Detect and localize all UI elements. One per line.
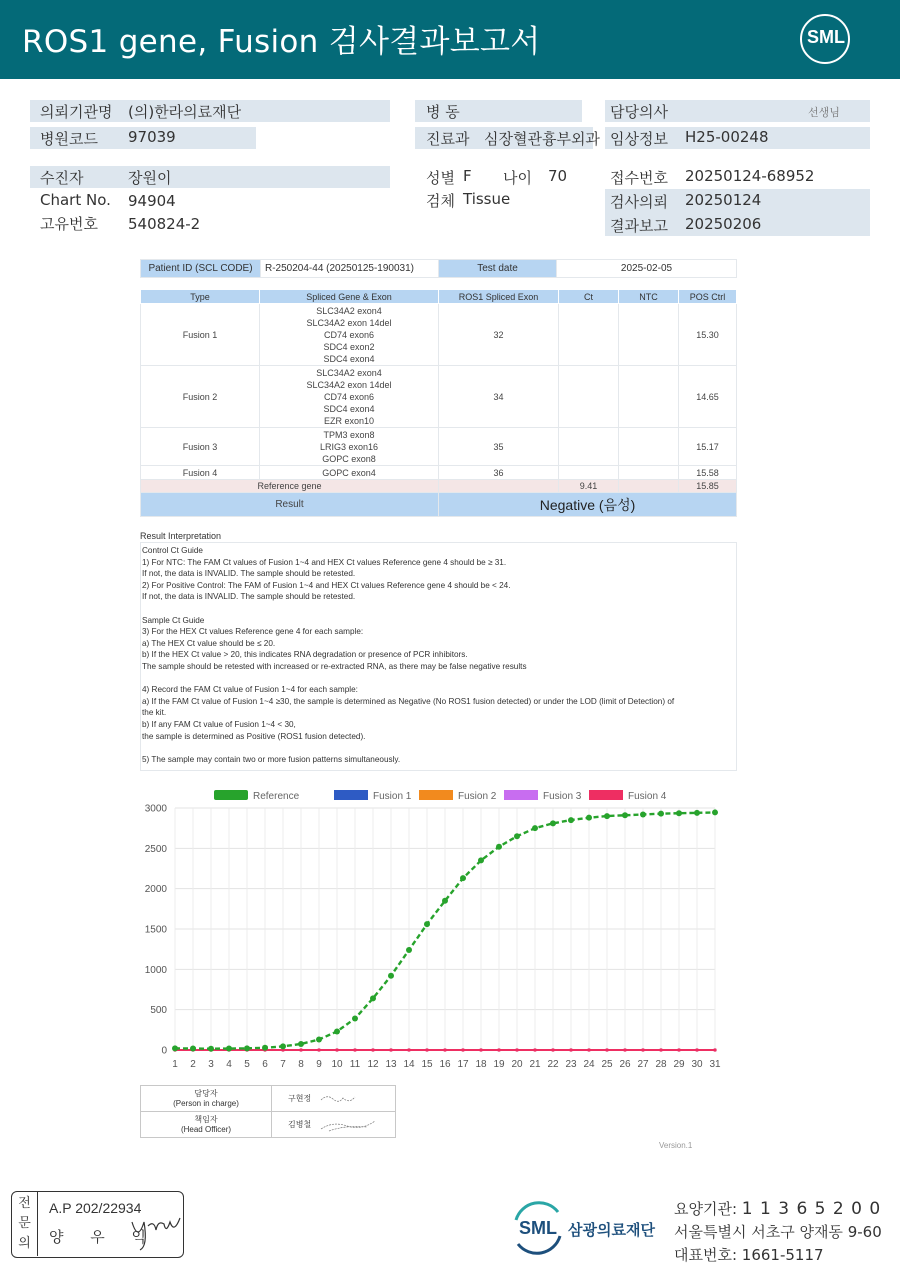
head-officer-label: 책임자 xyxy=(194,1114,218,1124)
footer-address: 서울특별시 서초구 양재동 9-60 xyxy=(674,1223,882,1241)
footer-code xyxy=(674,1198,881,1219)
ntc-value xyxy=(619,428,679,466)
data-point xyxy=(353,1048,356,1051)
signature-scribble xyxy=(319,1092,359,1106)
ct-value xyxy=(559,366,619,428)
footer-org-name: 삼광의료재단 xyxy=(568,1221,655,1239)
fusion-type: Fusion 2 xyxy=(141,366,260,428)
hospital-code-value: 97039 xyxy=(128,128,176,146)
data-point xyxy=(640,811,646,817)
data-point xyxy=(586,815,592,821)
ntc-value xyxy=(619,466,679,480)
sml-logo xyxy=(800,14,850,64)
person-in-charge-en: (Person in charge) xyxy=(173,1098,239,1108)
interp-line: a) The HEX Ct value should be ≤ 20. xyxy=(142,638,276,648)
ntc-value xyxy=(619,366,679,428)
interpretation-box xyxy=(140,542,737,771)
interp-line: 1) For NTC: The FAM Ct values of Fusion 1~4 and HEX Ct values Reference gene 4 should be ≥ 31. xyxy=(142,557,507,567)
interp-line: a) If the FAM Ct value of Fusion 1~4 ≥30, the sample is determined as Negative (No ROS1 fusion detected) or under the LOD (limit of Detection) of xyxy=(142,696,675,706)
data-point xyxy=(568,817,574,823)
request-value: 20250124 xyxy=(685,191,762,209)
report-value: 20250206 xyxy=(685,215,762,233)
spliced-genes xyxy=(260,304,439,366)
receipt-value: 20250124-68952 xyxy=(685,167,815,185)
result-label: Result xyxy=(141,493,439,517)
department-value: 심장혈관흉부외과 xyxy=(484,130,600,148)
fusion-type: Fusion 4 xyxy=(141,466,260,480)
data-point xyxy=(407,1048,410,1051)
ct-value xyxy=(559,428,619,466)
data-point xyxy=(479,1048,482,1051)
data-point xyxy=(298,1041,304,1047)
x-tick-label: 10 xyxy=(331,1059,343,1070)
footer-logo-text: SML xyxy=(519,1218,557,1238)
result-table xyxy=(140,289,737,517)
gene-line: CD74 exon6 xyxy=(323,329,375,340)
interp-line: 4) Record the FAM Ct value of Fusion 1~4 for each sample: xyxy=(142,685,358,695)
x-tick-label: 18 xyxy=(475,1059,487,1070)
x-tick-label: 1 xyxy=(172,1059,178,1070)
data-point xyxy=(442,898,448,904)
person-in-charge-name: 구현정 xyxy=(288,1093,312,1103)
x-tick-label: 7 xyxy=(280,1059,286,1070)
data-point xyxy=(605,1048,608,1051)
reference-label: Reference gene xyxy=(141,480,439,493)
reference-ros1 xyxy=(439,480,559,493)
legend-swatch xyxy=(504,790,538,800)
interp-line: If not, the data is INVALID. The sample should be retested. xyxy=(142,592,356,602)
data-point xyxy=(299,1048,302,1051)
unique-no-label: 고유번호 xyxy=(40,215,98,233)
patient-id-value: R-250204-44 (20250125-190031) xyxy=(261,260,439,278)
data-point xyxy=(622,812,628,818)
pos-ctrl-value: 14.65 xyxy=(679,366,737,428)
data-point xyxy=(659,1048,662,1051)
interp-line: Control Ct Guide xyxy=(142,546,203,555)
stamp-title-char: 전 xyxy=(18,1196,31,1211)
interpretation-title: Result Interpretation xyxy=(140,531,222,541)
y-tick-label: 2000 xyxy=(144,884,167,896)
ros1-exon: 35 xyxy=(439,428,559,466)
gene-line: EZR exon10 xyxy=(323,415,375,426)
version-label: Version.1 xyxy=(659,1141,693,1150)
data-point xyxy=(244,1045,250,1051)
head-officer-sign xyxy=(272,1112,396,1138)
report-header xyxy=(0,0,900,79)
table-row xyxy=(141,466,737,480)
x-tick-label: 2 xyxy=(190,1059,196,1070)
interp-line: 3) For the HEX Ct values Reference gene 4 for each sample: xyxy=(142,627,364,637)
x-tick-label: 24 xyxy=(583,1059,595,1070)
x-tick-label: 3 xyxy=(208,1059,214,1070)
ros1-exon: 34 xyxy=(439,366,559,428)
y-tick-label: 3000 xyxy=(144,803,167,815)
data-point xyxy=(443,1048,446,1051)
data-point xyxy=(335,1048,338,1051)
col-type: Type xyxy=(141,290,260,304)
x-tick-label: 25 xyxy=(601,1059,613,1070)
data-point xyxy=(334,1028,340,1034)
person-in-charge-label: 담당자 xyxy=(194,1088,218,1098)
chart-no-label: Chart No. xyxy=(40,191,111,209)
result-value: Negative (음성) xyxy=(439,493,737,517)
legend-swatch xyxy=(214,790,248,800)
signature-scribble xyxy=(319,1117,379,1133)
spliced-genes xyxy=(260,428,439,466)
interp-line xyxy=(142,742,735,754)
signature-row xyxy=(141,1112,396,1138)
x-tick-label: 19 xyxy=(493,1059,505,1070)
interp-line: 5) The sample may contain two or more fusion patterns simultaneously. xyxy=(142,754,401,764)
legend-label: Fusion 3 xyxy=(543,791,582,802)
data-point xyxy=(676,810,682,816)
data-point xyxy=(262,1045,268,1051)
result-table-header xyxy=(141,290,737,304)
person-in-charge-cell xyxy=(141,1086,272,1112)
ward-label: 병 동 xyxy=(426,103,460,121)
data-point xyxy=(641,1048,644,1051)
data-point xyxy=(587,1048,590,1051)
patient-label: 수진자 xyxy=(40,169,84,187)
x-tick-label: 15 xyxy=(421,1059,433,1070)
receipt-label: 접수번호 xyxy=(610,169,668,187)
data-point xyxy=(370,995,376,1001)
patient-id-table xyxy=(140,259,737,278)
sml-logo-text: SML xyxy=(807,27,845,47)
clinical-label: 임상정보 xyxy=(610,130,668,148)
gene-line: SDC4 exon2 xyxy=(323,341,375,352)
stamp-ap-number: A.P 202/22934 xyxy=(49,1200,142,1216)
data-point xyxy=(623,1048,626,1051)
x-tick-label: 28 xyxy=(655,1059,667,1070)
data-point xyxy=(425,1048,428,1051)
interp-line xyxy=(142,603,735,615)
x-tick-label: 9 xyxy=(316,1059,322,1070)
x-tick-label: 26 xyxy=(619,1059,631,1070)
col-spliced-gene: Spliced Gene & Exon xyxy=(260,290,439,304)
data-point xyxy=(371,1048,374,1051)
x-tick-label: 30 xyxy=(691,1059,703,1070)
gene-line: SLC34A2 exon 14del xyxy=(306,317,392,328)
patient-bar xyxy=(30,166,390,188)
x-tick-label: 31 xyxy=(709,1059,721,1070)
footer-code-label: 요양기관: xyxy=(674,1200,738,1218)
spliced-genes xyxy=(260,366,439,428)
fusion-type: Fusion 1 xyxy=(141,304,260,366)
test-date-label: Test date xyxy=(439,260,557,278)
footer-phone-value: 1661-5117 xyxy=(741,1246,824,1264)
x-tick-label: 16 xyxy=(439,1059,451,1070)
legend-swatch xyxy=(419,790,453,800)
person-in-charge-sign xyxy=(272,1086,396,1112)
col-ct: Ct xyxy=(559,290,619,304)
data-point xyxy=(514,833,520,839)
col-pos-ctrl: POS Ctrl xyxy=(679,290,737,304)
interp-line: The sample should be retested with increased or re-extracted RNA, as there may be false negative results xyxy=(142,661,527,671)
data-point xyxy=(208,1046,214,1052)
gene-line: SLC34A2 exon4 xyxy=(316,367,382,378)
x-tick-label: 6 xyxy=(262,1059,268,1070)
department-label: 진료과 xyxy=(426,130,470,148)
x-tick-label: 4 xyxy=(226,1059,232,1070)
interp-line: Sample Ct Guide xyxy=(142,615,205,625)
x-tick-label: 29 xyxy=(673,1059,685,1070)
head-officer-cell xyxy=(141,1112,272,1138)
ntc-value xyxy=(619,304,679,366)
ros1-exon: 32 xyxy=(439,304,559,366)
legend-swatch xyxy=(334,790,368,800)
data-point xyxy=(406,947,412,953)
x-tick-label: 20 xyxy=(511,1059,523,1070)
data-point xyxy=(461,1048,464,1051)
institution-label: 의뢰기관명 xyxy=(40,103,113,121)
ct-value xyxy=(559,304,619,366)
report-title: ROS1 gene, Fusion 검사결과보고서 xyxy=(22,24,541,60)
doctor-label: 담당의사 xyxy=(610,103,668,121)
handwritten-signature xyxy=(128,1208,184,1252)
patient-value: 장원이 xyxy=(128,169,172,187)
data-point xyxy=(172,1045,178,1051)
sex-value: F xyxy=(463,167,472,185)
gene-line: SDC4 exon4 xyxy=(323,403,375,414)
interp-line: the sample is determined as Positive (ROS1 fusion detected). xyxy=(142,731,366,741)
legend-label: Reference xyxy=(253,791,300,802)
patient-id-label: Patient ID (SCL CODE) xyxy=(141,260,261,278)
specimen-value: Tissue xyxy=(463,190,511,208)
request-label: 검사의뢰 xyxy=(610,193,668,211)
stamp-title xyxy=(12,1192,38,1256)
data-point xyxy=(226,1046,232,1052)
hospital-code-label: 병원코드 xyxy=(40,130,98,148)
legend-swatch xyxy=(589,790,623,800)
signature-table xyxy=(140,1085,396,1138)
data-point xyxy=(694,810,700,816)
head-officer-name: 김병철 xyxy=(288,1119,312,1129)
interp-line: 2) For Positive Control: The FAM of Fusion 1~4 and HEX Ct values Reference gene 4 should be < 24. xyxy=(142,580,511,590)
data-point xyxy=(496,844,502,850)
x-tick-label: 14 xyxy=(403,1059,415,1070)
y-tick-label: 1000 xyxy=(144,964,167,976)
data-point xyxy=(388,973,394,979)
data-point xyxy=(712,809,718,815)
footer-code-value: 1 1 3 6 5 2 0 0 xyxy=(741,1199,882,1219)
head-officer-en: (Head Officer) xyxy=(180,1124,232,1134)
data-point xyxy=(551,1048,554,1051)
x-tick-label: 12 xyxy=(367,1059,379,1070)
data-point xyxy=(478,857,484,863)
interp-line: b) If the HEX Ct value > 20, this indicates RNA degradation or presence of PCR inhibitors. xyxy=(142,650,468,660)
x-tick-label: 27 xyxy=(637,1059,649,1070)
pos-ctrl-value: 15.30 xyxy=(679,304,737,366)
legend-label: Fusion 2 xyxy=(458,791,497,802)
data-point xyxy=(533,1048,536,1051)
data-point xyxy=(658,811,664,817)
ros1-exon: 36 xyxy=(439,466,559,480)
x-tick-label: 13 xyxy=(385,1059,397,1070)
signature-row xyxy=(141,1086,396,1112)
stamp-name: 양 우 익 xyxy=(49,1228,158,1246)
col-ntc: NTC xyxy=(619,290,679,304)
data-point xyxy=(190,1046,196,1052)
data-point xyxy=(424,921,430,927)
fusion-type: Fusion 3 xyxy=(141,428,260,466)
interp-line: If not, the data is INVALID. The sample should be retested. xyxy=(142,569,356,579)
interp-line: b) If any FAM Ct value of Fusion 1~4 < 30, xyxy=(142,719,296,729)
y-tick-label: 1500 xyxy=(144,924,167,936)
gene-line: TPM3 exon8 xyxy=(323,429,375,440)
data-point xyxy=(497,1048,500,1051)
y-tick-label: 500 xyxy=(150,1005,167,1017)
reference-ct: 9.41 xyxy=(559,480,619,493)
gene-line: CD74 exon6 xyxy=(323,391,375,402)
y-tick-label: 0 xyxy=(161,1045,167,1057)
specimen-label: 검체 xyxy=(426,192,455,210)
institution-value: (의)한라의료재단 xyxy=(128,103,242,121)
test-date-value: 2025-02-05 xyxy=(557,260,737,278)
stamp-title-char: 의 xyxy=(18,1236,31,1251)
amplification-chart xyxy=(138,783,728,1073)
gene-line: SLC34A2 exon 14del xyxy=(306,379,392,390)
legend-label: Fusion 1 xyxy=(373,791,412,802)
stamp-title-char: 문 xyxy=(18,1216,31,1231)
interp-line: the kit. xyxy=(142,708,167,718)
spliced-genes xyxy=(260,466,439,480)
reference-row xyxy=(141,480,737,493)
table-row xyxy=(141,366,737,428)
data-point xyxy=(604,813,610,819)
data-point xyxy=(317,1048,320,1051)
gene-line: GOPC exon8 xyxy=(322,453,376,464)
data-point xyxy=(569,1048,572,1051)
gene-line: LRIG3 exon16 xyxy=(319,441,379,452)
data-point xyxy=(550,820,556,826)
pos-ctrl-value: 15.17 xyxy=(679,428,737,466)
data-point xyxy=(677,1048,680,1051)
reference-pos: 15.85 xyxy=(679,480,737,493)
data-point xyxy=(695,1048,698,1051)
col-ros1-exon: ROS1 Spliced Exon xyxy=(439,290,559,304)
footer-phone-label: 대표번호: xyxy=(674,1246,738,1264)
data-point xyxy=(460,875,466,881)
x-tick-label: 22 xyxy=(547,1059,559,1070)
unique-no-value: 540824-2 xyxy=(128,215,201,233)
y-tick-label: 2500 xyxy=(144,843,167,855)
data-point xyxy=(515,1048,518,1051)
gene-line: GOPC exon4 xyxy=(322,467,376,478)
gene-line: SDC4 exon4 xyxy=(323,353,375,364)
footer-phone xyxy=(674,1244,824,1265)
table-row xyxy=(141,304,737,366)
x-tick-label: 8 xyxy=(298,1059,304,1070)
x-tick-label: 11 xyxy=(349,1059,361,1070)
x-tick-label: 23 xyxy=(565,1059,577,1070)
chart-no-value: 94904 xyxy=(128,192,176,210)
clinical-value: H25-00248 xyxy=(685,128,769,146)
data-point xyxy=(389,1048,392,1051)
sex-label: 성별 xyxy=(426,169,455,187)
data-point xyxy=(713,1048,716,1051)
data-point xyxy=(280,1043,286,1049)
x-tick-label: 21 xyxy=(529,1059,541,1070)
interp-line xyxy=(142,673,735,685)
x-tick-label: 17 xyxy=(457,1059,469,1070)
ct-value xyxy=(559,466,619,480)
reference-ntc xyxy=(619,480,679,493)
result-row xyxy=(141,493,737,517)
table-row xyxy=(141,428,737,466)
age-value: 70 xyxy=(548,167,568,185)
age-label: 나이 xyxy=(503,169,532,187)
pos-ctrl-value: 15.58 xyxy=(679,466,737,480)
footer-sml-logo-icon xyxy=(510,1200,566,1256)
data-point xyxy=(532,825,538,831)
report-label: 결과보고 xyxy=(610,217,668,235)
data-point xyxy=(316,1037,322,1043)
gene-line: SLC34A2 exon4 xyxy=(316,305,382,316)
x-tick-label: 5 xyxy=(244,1059,250,1070)
specialist-stamp xyxy=(11,1191,184,1258)
data-point xyxy=(352,1016,358,1022)
legend-label: Fusion 4 xyxy=(628,791,667,802)
doctor-value: 선생님 xyxy=(808,106,840,119)
